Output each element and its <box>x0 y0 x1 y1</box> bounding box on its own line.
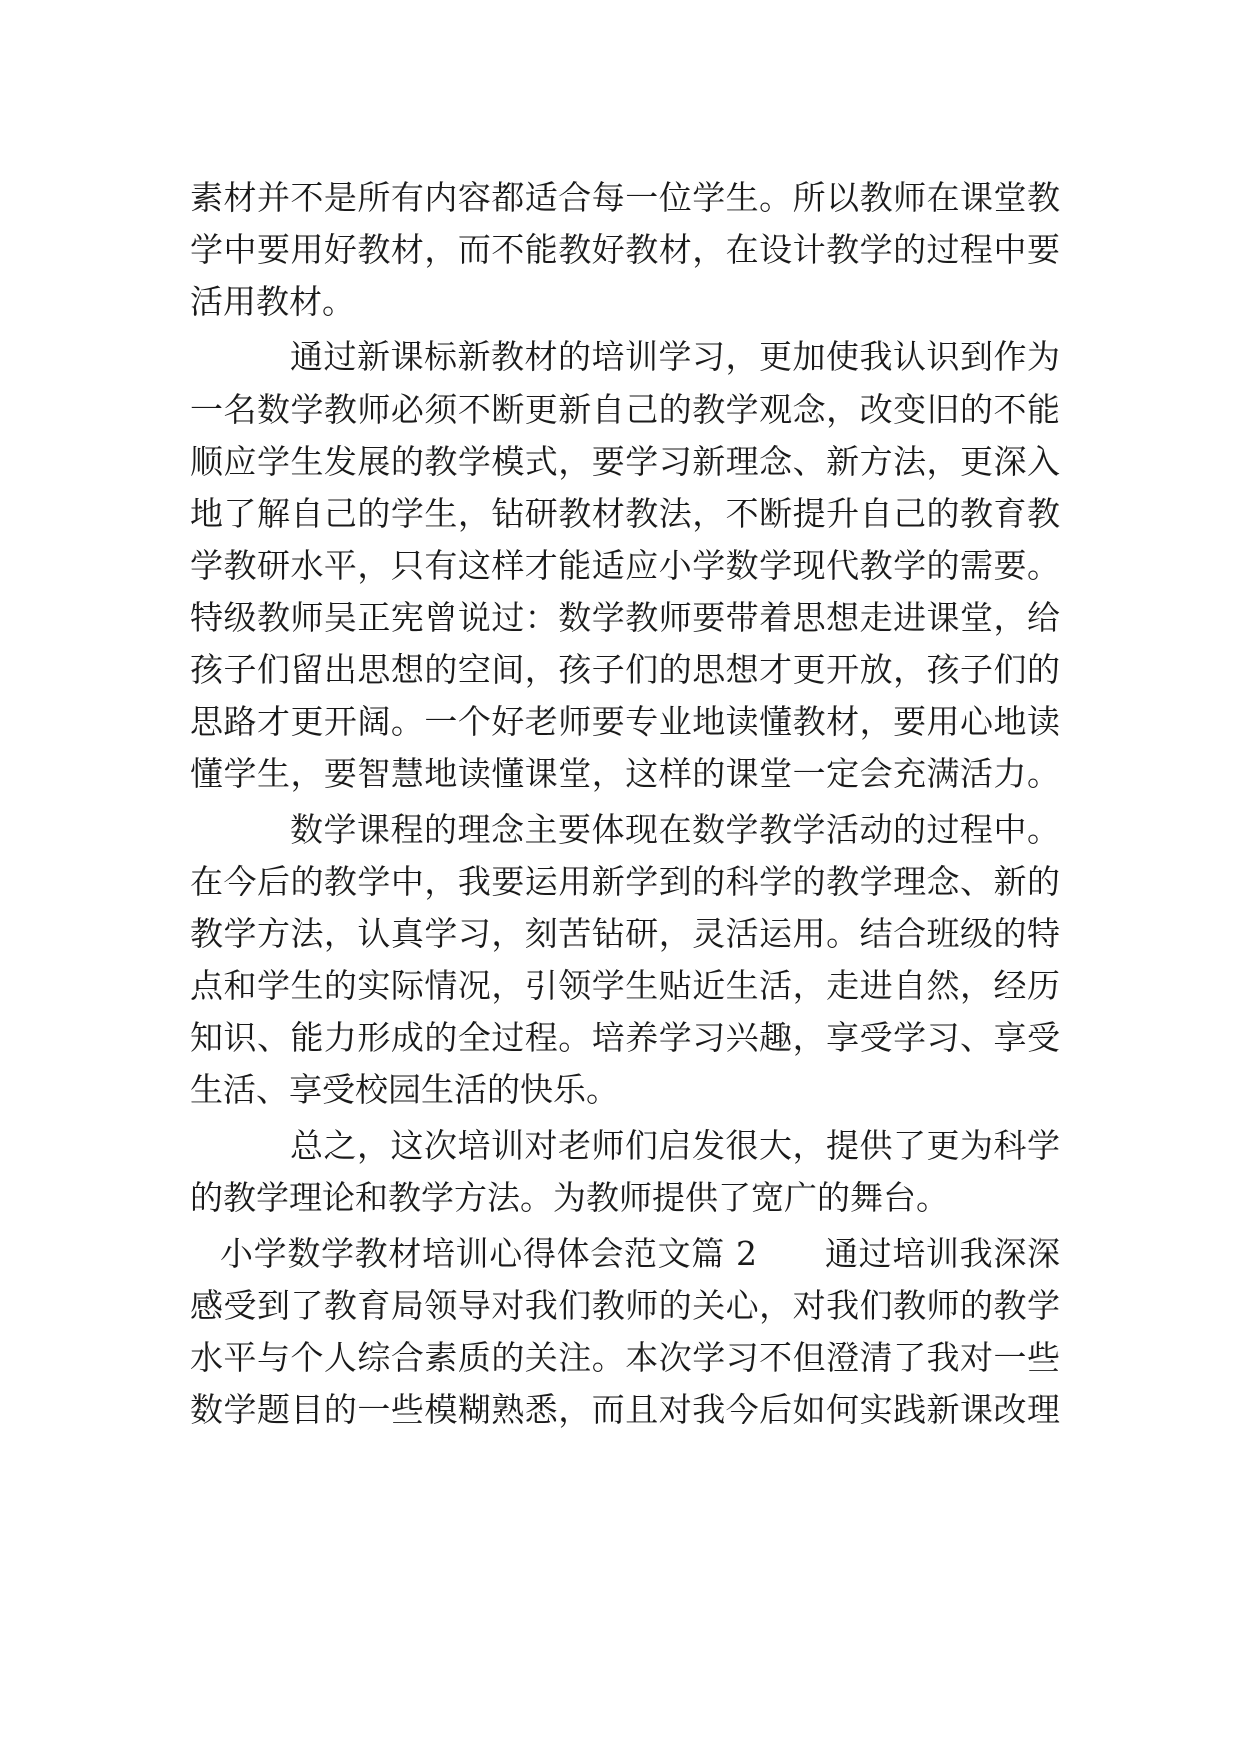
paragraph-first-line: 总之，这次培训对老师们启发很大，提供了更为科学 <box>290 1126 1060 1165</box>
text-line: 一名数学教师必须不断更新自己的教学观念，改变旧的不能 <box>190 390 1060 429</box>
text-line: 感受到了教育局领导对我们教师的关心，对我们教师的教学 <box>190 1286 1060 1325</box>
text-line: 活用教材。 <box>190 282 355 321</box>
text-line: 生活、享受校园生活的快乐。 <box>190 1070 619 1109</box>
paragraph-first-line: 通过新课标新教材的培训学习，更加使我认识到作为 <box>290 337 1060 376</box>
text-line: 在今后的教学中，我要运用新学到的科学的教学理念、新的 <box>190 862 1060 901</box>
text-line: 思路才更开阔。一个好老师要专业地读懂教材，要用心地读 <box>190 702 1060 741</box>
text-line: 的教学理论和教学方法。为教师提供了宽广的舞台。 <box>190 1178 949 1217</box>
paragraph-first-line: 数学课程的理念主要体现在数学教学活动的过程中。 <box>290 810 1060 849</box>
section-heading-line: 小学数学教材培训心得体会范文篇 2 通过培训我深深 <box>220 1234 1060 1273</box>
text-line: 学教研水平，只有这样才能适应小学数学现代教学的需要。 <box>190 546 1060 585</box>
text-line: 地了解自己的学生，钻研教材教法，不断提升自己的教育教 <box>190 494 1060 533</box>
text-line: 素材并不是所有内容都适合每一位学生。所以教师在课堂教 <box>190 178 1060 217</box>
text-line: 学中要用好教材，而不能教好教材，在设计教学的过程中要 <box>190 230 1060 269</box>
text-line: 水平与个人综合素质的关注。本次学习不但澄清了我对一些 <box>190 1338 1060 1377</box>
text-line: 数学题目的一些模糊熟悉，而且对我今后如何实践新课改理 <box>190 1390 1060 1429</box>
text-line: 顺应学生发展的教学模式，要学习新理念、新方法，更深入 <box>190 442 1060 481</box>
text-line: 懂学生，要智慧地读懂课堂，这样的课堂一定会充满活力。 <box>190 754 1060 793</box>
text-line: 孩子们留出思想的空间，孩子们的思想才更开放，孩子们的 <box>190 650 1060 689</box>
text-line: 知识、能力形成的全过程。培养学习兴趣，享受学习、享受 <box>190 1018 1060 1057</box>
text-line: 特级教师吴正宪曾说过：数学教师要带着思想走进课堂，给 <box>190 598 1060 637</box>
text-line: 教学方法，认真学习，刻苦钻研，灵活运用。结合班级的特 <box>190 914 1060 953</box>
text-line: 点和学生的实际情况，引领学生贴近生活，走进自然，经历 <box>190 966 1060 1005</box>
